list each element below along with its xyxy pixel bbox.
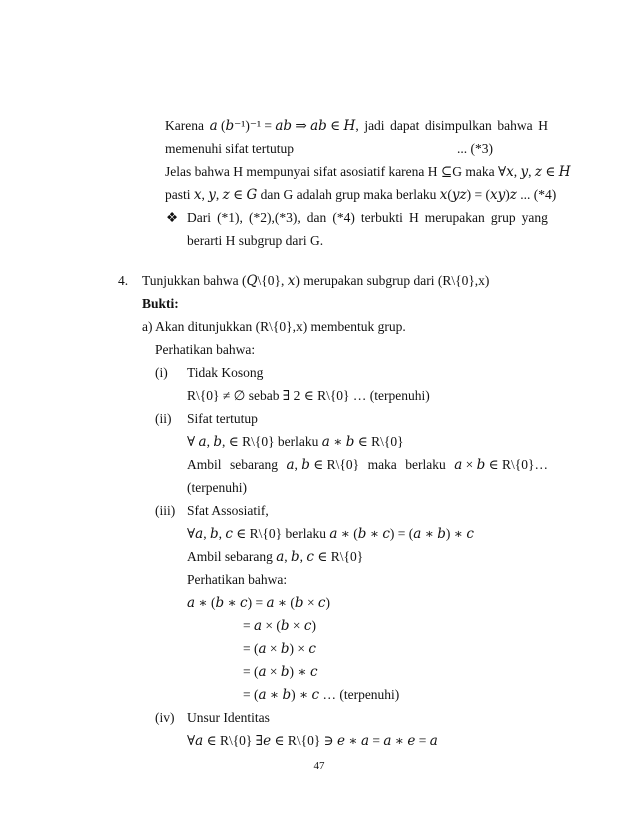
item-title: Tunjukkan bahwa (𝑄\{0}, 𝑥) merupakan subgrup dari (R\{0},x)	[142, 273, 490, 288]
section-iv-line1: ∀𝑎 ∈ R\{0} ∃𝑒 ∈ R\{0} ∋ 𝑒 ∗ 𝑎 = 𝑎 ∗ 𝑒 = 𝑎	[187, 733, 438, 748]
bukti-heading: Bukti:	[142, 296, 179, 311]
section-ii-line3: (terpenuhi)	[187, 480, 247, 495]
diamond-bullet-icon: ❖	[166, 210, 179, 225]
page-number: 47	[313, 760, 325, 772]
section-iii-line1: ∀𝑎, 𝑏, 𝑐 ∈ R\{0} berlaku 𝑎 ∗ (𝑏 ∗ 𝑐) = (𝑎 ∗ 𝑏) ∗ 𝑐	[187, 526, 474, 541]
section-ii-line1: ∀ 𝑎, 𝑏, ∈ R\{0} berlaku 𝑎 ∗ 𝑏 ∈ R\{0}	[187, 434, 404, 449]
associative-line-2: pasti 𝑥, 𝑦, 𝑧 ∈ 𝐺 dan G adalah grup maka berlaku 𝑥(𝑦𝑧) = (𝑥𝑦)𝑧 ... (*4)	[165, 187, 557, 202]
karena-line: Karena 𝑎 (𝑏⁻¹)⁻¹ = 𝑎𝑏 ⇒ 𝑎𝑏 ∈ 𝐻, jadi dapat disimpulkan bahwa H	[165, 118, 548, 133]
section-iv-label: (iv)	[155, 710, 175, 725]
equation-line-1: 𝑎 ∗ (𝑏 ∗ 𝑐) = 𝑎 ∗ (𝑏 × 𝑐)	[187, 595, 330, 610]
perhatikan: Perhatikan bahwa:	[155, 342, 256, 357]
section-iii-line2: Ambil sebarang 𝑎, 𝑏, 𝑐 ∈ R\{0}	[187, 549, 364, 564]
section-iii-title: Sfat Assosiatif,	[187, 503, 269, 518]
conclusion-line: Dari (*1), (*2),(*3), dan (*4) terbukti H merupakan grup yang	[187, 210, 548, 225]
closure-ref: ... (*3)	[457, 141, 493, 156]
associative-line: Jelas bahwa H mempunyai sifat asosiatif karena H ⊆G maka ∀𝑥, 𝑦, 𝑧 ∈ 𝐻	[165, 164, 571, 179]
section-ii-line2: Ambil sebarang 𝑎, 𝑏 ∈ R\{0} maka berlaku 𝑎 × 𝑏 ∈ R\{0}…	[187, 457, 548, 472]
part-a: a) Akan ditunjukkan (R\{0},x) membentuk grup.	[142, 319, 406, 334]
equation-line-4: = (𝑎 × 𝑏) ∗ 𝑐	[243, 664, 318, 679]
section-i-title: Tidak Kosong	[187, 365, 264, 380]
section-iv-title: Unsur Identitas	[187, 710, 270, 725]
section-iii-label: (iii)	[155, 503, 176, 518]
item-number: 4.	[118, 273, 129, 288]
equation-line-5: = (𝑎 ∗ 𝑏) ∗ 𝑐 … (terpenuhi)	[243, 687, 400, 702]
equation-line-2: = 𝑎 × (𝑏 × 𝑐)	[243, 618, 316, 633]
section-ii-label: (ii)	[155, 411, 172, 426]
section-i-line: R\{0} ≠ ∅ sebab ∃ 2 ∈ R\{0} … (terpenuhi)	[187, 388, 430, 403]
conclusion-line-2: berarti H subgrup dari G.	[187, 233, 324, 248]
equation-line-3: = (𝑎 × 𝑏) × 𝑐	[243, 641, 316, 656]
section-ii-title: Sifat tertutup	[187, 411, 258, 426]
section-i-label: (i)	[155, 365, 168, 380]
section-iii-line3: Perhatikan bahwa:	[187, 572, 288, 587]
closure-text: memenuhi sifat tertutup	[165, 141, 294, 156]
